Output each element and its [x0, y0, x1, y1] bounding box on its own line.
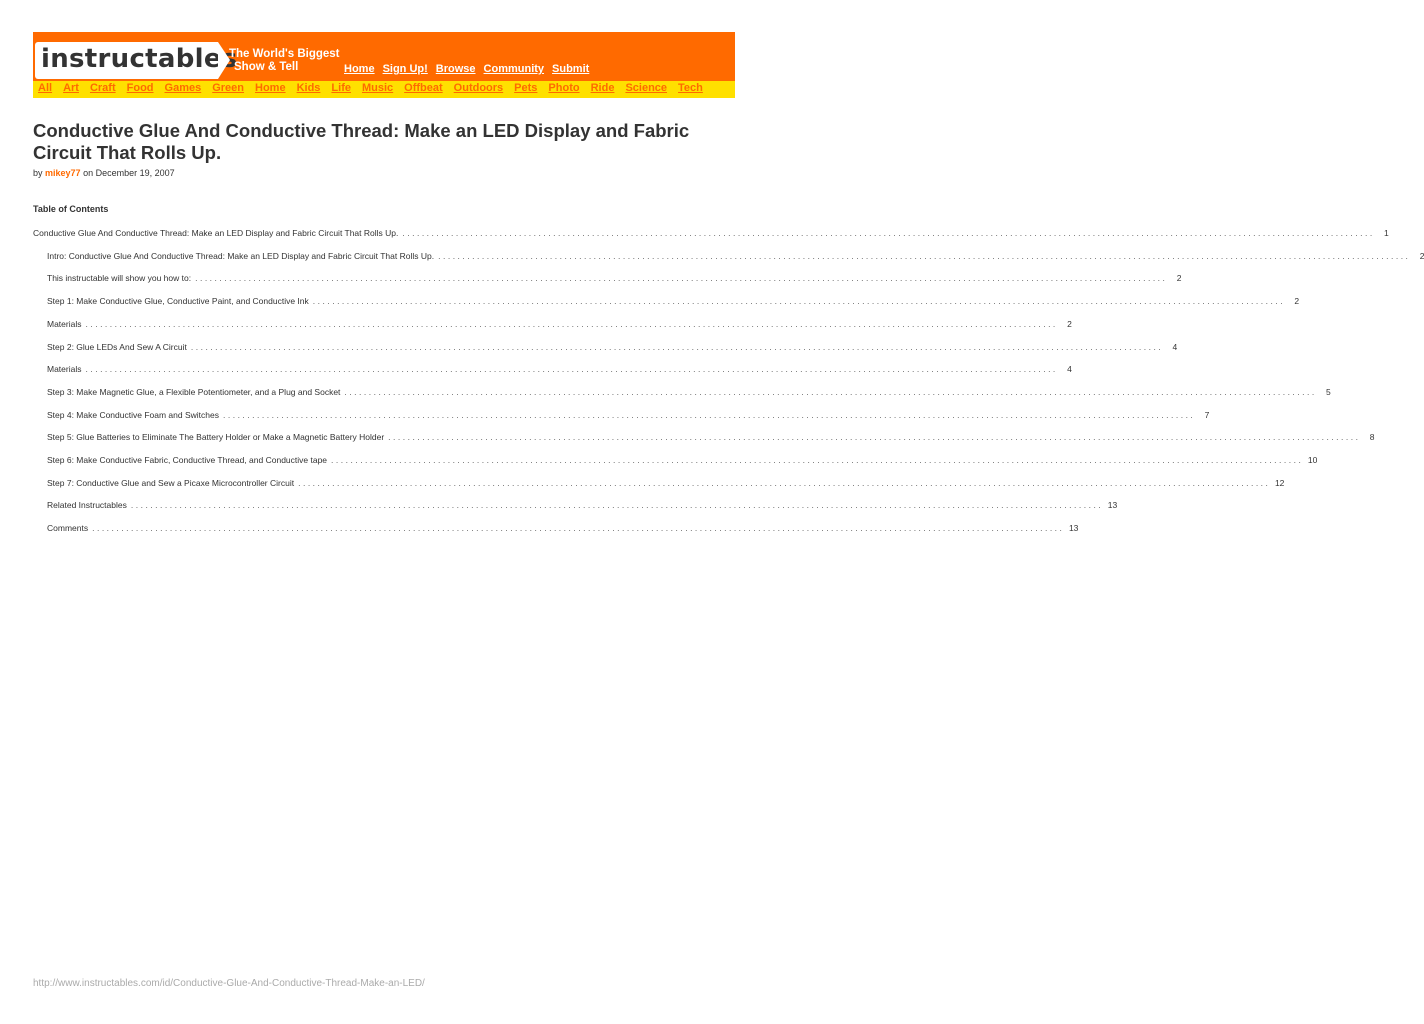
toc-entry-page: 2 [1419, 250, 1424, 261]
toc-entry-page: 1 [1383, 228, 1389, 238]
toc-entry-label: Comments [47, 523, 89, 534]
nav-link-browse[interactable]: Browse [435, 63, 476, 75]
toc-entry[interactable] [47, 409, 1210, 422]
tagline-line-2: Show & Tell [234, 61, 299, 73]
toc-entry-label: This instructable will show you how to: [47, 273, 192, 284]
category-link-craft[interactable]: Craft [89, 82, 116, 94]
footer-url: http://www.instructables.com/id/Conductive-Glue-And-Conductive-Thread-Make-an-LED/ [33, 978, 425, 989]
toc-dot-leader: ........................................................................................................................................................................................................ [312, 296, 1286, 307]
category-link-tech[interactable]: Tech [678, 82, 703, 94]
toc-entry[interactable] [47, 500, 1118, 512]
category-link-outdoors[interactable]: Outdoors [453, 82, 504, 94]
toc-dot-leader: ........................................................................................................................................................................................................ [85, 364, 1058, 375]
toc-dot-leader: ........................................................................................................................................................................................................ [298, 477, 1271, 488]
toc-entry-page: 13 [1107, 500, 1118, 511]
category-link-music[interactable]: Music [361, 82, 394, 94]
category-link-life[interactable]: Life [331, 82, 351, 94]
site-logo-text: instructables [41, 44, 238, 74]
toc-entry-label: Step 6: Make Conductive Fabric, Conductive Thread, and Conductive tape [47, 455, 328, 465]
article-title: Conductive Glue And Conductive Thread: Make an LED Display and Fabric Circuit That Rolls Up. [33, 120, 690, 163]
toc-entry-page: 12 [1274, 477, 1285, 488]
category-bar [33, 81, 735, 98]
main-nav [344, 63, 589, 75]
toc-entry-label: Conductive Glue And Conductive Thread: Make an LED Display and Fabric Circuit That Rolls Up. [33, 228, 399, 238]
toc-entry-label: Intro: Conductive Glue And Conductive Thread: Make an LED Display and Fabric Circuit That Rolls Up. [47, 250, 435, 261]
toc-dot-leader: ........................................................................................................................................................................................................ [331, 455, 1304, 465]
author-link[interactable]: mikey77 [45, 168, 81, 178]
toc-entry[interactable] [47, 318, 1072, 331]
toc-entry[interactable] [47, 273, 1182, 285]
toc-entry-page: 4 [1172, 341, 1178, 352]
category-link-offbeat[interactable]: Offbeat [404, 82, 443, 94]
toc-entry-label: Step 2: Glue LEDs And Sew A Circuit [47, 341, 187, 352]
toc-entry-label: Step 3: Make Magnetic Glue, a Flexible Potentiometer, and a Plug and Socket [47, 386, 341, 397]
toc-entry-label: Materials [47, 364, 82, 375]
toc-entry[interactable] [33, 228, 1389, 240]
toc-entry[interactable] [47, 432, 1375, 444]
category-link-food[interactable]: Food [126, 82, 154, 94]
toc-dot-leader: ........................................................................................................................................................................................................ [388, 432, 1361, 443]
category-nav [38, 82, 703, 94]
nav-link-home[interactable]: Home [344, 63, 375, 75]
toc-entry-label: Related Instructables [47, 500, 127, 511]
nav-link-submit[interactable]: Submit [552, 63, 590, 75]
toc-entry-page: 2 [1294, 296, 1300, 307]
toc-entry-page: 4 [1067, 364, 1072, 375]
category-link-ride[interactable]: Ride [590, 82, 615, 94]
tagline-line-1: The World's Biggest [229, 48, 340, 60]
byline-prefix: by [33, 168, 43, 178]
category-link-all[interactable]: All [38, 82, 53, 94]
toc-dot-leader: ........................................................................................................................................................................................................ [438, 250, 1411, 261]
byline-date: on December 19, 2007 [83, 168, 175, 178]
toc-entry-page: 5 [1326, 386, 1331, 397]
toc-entry[interactable] [47, 523, 1079, 535]
toc-entry-page: 2 [1176, 273, 1182, 284]
nav-link-community[interactable]: Community [483, 63, 545, 75]
toc-entry[interactable] [47, 386, 1331, 399]
article-byline [33, 168, 175, 178]
toc-entry-label: Step 7: Conductive Glue and Sew a Picaxe Microcontroller Circuit [47, 477, 295, 488]
toc-entry-label: Step 1: Make Conductive Glue, Conductive Paint, and Conductive Ink [47, 296, 309, 307]
category-link-kids[interactable]: Kids [296, 82, 321, 94]
toc-dot-leader: ........................................................................................................................................................................................................ [190, 341, 1164, 352]
toc-entry[interactable] [47, 296, 1300, 308]
toc-entry-label: Materials [47, 318, 82, 329]
category-link-pets[interactable]: Pets [514, 82, 538, 94]
category-link-games[interactable]: Games [164, 82, 202, 94]
category-link-science[interactable]: Science [625, 82, 668, 94]
toc-entry[interactable] [47, 477, 1285, 490]
toc-dot-leader: ........................................................................................................................................................................................................ [222, 409, 1196, 420]
toc-entry-page: 8 [1369, 432, 1375, 443]
site-logo[interactable] [35, 42, 238, 79]
toc-entry-page: 13 [1068, 523, 1079, 534]
toc-dot-leader: ........................................................................................................................................................................................................ [195, 273, 1168, 284]
toc-dot-leader: ........................................................................................................................................................................................................ [130, 500, 1104, 511]
toc-heading: Table of Contents [33, 204, 109, 214]
toc-dot-leader: ........................................................................................................................................................................................................ [344, 386, 1317, 397]
toc-entry-label: Step 4: Make Conductive Foam and Switches [47, 409, 219, 420]
site-header-banner [33, 32, 735, 98]
toc-dot-leader: ........................................................................................................................................................................................................ [92, 523, 1065, 534]
toc-entry[interactable] [47, 455, 1318, 467]
toc-entry-page: 7 [1204, 409, 1210, 420]
site-tagline [229, 48, 340, 74]
toc-entry[interactable] [47, 250, 1424, 263]
toc-entry-page: 10 [1307, 455, 1318, 465]
toc-dot-leader: ........................................................................................................................................................................................................ [402, 228, 1375, 238]
toc-entry-page: 2 [1067, 318, 1072, 329]
category-link-home[interactable]: Home [255, 82, 286, 94]
toc-dot-leader: ........................................................................................................................................................................................................ [85, 318, 1058, 329]
toc-entry[interactable] [47, 341, 1178, 354]
category-link-photo[interactable]: Photo [548, 82, 580, 94]
nav-link-sign-up[interactable]: Sign Up! [382, 63, 428, 75]
category-link-green[interactable]: Green [212, 82, 245, 94]
toc-entry-label: Step 5: Glue Batteries to Eliminate The Battery Holder or Make a Magnetic Battery Holder [47, 432, 385, 443]
category-link-art[interactable]: Art [63, 82, 79, 94]
toc-entry[interactable] [47, 364, 1072, 376]
